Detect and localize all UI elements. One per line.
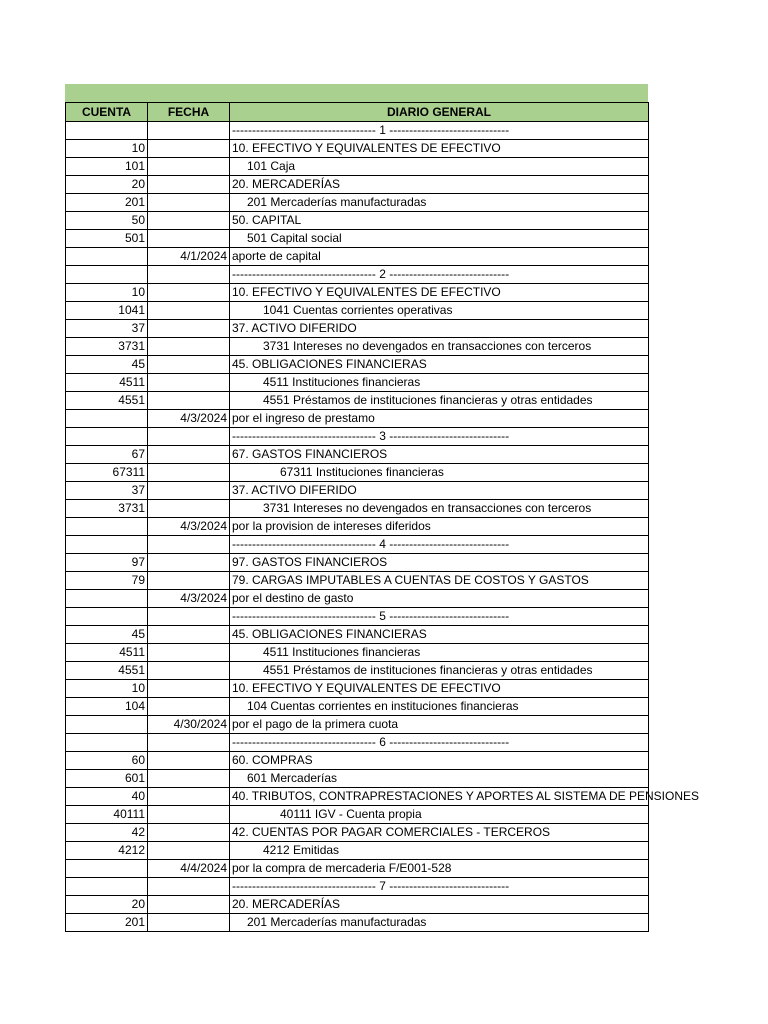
table-row bbox=[66, 896, 649, 914]
fecha-cell[interactable] bbox=[148, 212, 230, 230]
fecha-cell[interactable] bbox=[148, 266, 230, 284]
diario-cell[interactable] bbox=[230, 824, 649, 842]
diario-cell[interactable] bbox=[230, 572, 649, 590]
diario-text: 20. MERCADERÍAS bbox=[232, 897, 341, 911]
diario-cell[interactable] bbox=[230, 464, 649, 482]
diario-cell[interactable] bbox=[230, 284, 649, 302]
table-row bbox=[66, 590, 649, 608]
fecha-cell[interactable] bbox=[148, 428, 230, 446]
diario-text: 4511 Instituciones financieras bbox=[263, 645, 421, 659]
table-row bbox=[66, 680, 649, 698]
diario-cell[interactable] bbox=[230, 644, 649, 662]
fecha-cell[interactable] bbox=[148, 788, 230, 806]
diario-text: por el pago de la primera cuota bbox=[232, 717, 399, 731]
cuenta-cell[interactable]: 10 bbox=[66, 284, 148, 302]
diario-text: 4212 Emitidas bbox=[263, 843, 340, 857]
table-row bbox=[66, 356, 649, 374]
diario-cell[interactable] bbox=[230, 752, 649, 770]
diario-text: 10. EFECTIVO Y EQUIVALENTES DE EFECTIVO bbox=[232, 681, 501, 695]
diario-text: 20. MERCADERÍAS bbox=[232, 177, 341, 191]
cuenta-cell[interactable]: 50 bbox=[66, 212, 148, 230]
cuenta-cell[interactable]: 3731 bbox=[66, 500, 148, 518]
cuenta-cell[interactable]: 1041 bbox=[66, 302, 148, 320]
diario-cell[interactable] bbox=[230, 176, 649, 194]
cuenta-cell[interactable] bbox=[66, 734, 148, 752]
fecha-cell[interactable] bbox=[148, 698, 230, 716]
fecha-cell[interactable]: 4/3/2024 bbox=[148, 410, 230, 428]
cuenta-cell[interactable] bbox=[66, 410, 148, 428]
header-diario-general[interactable]: DIARIO GENERAL bbox=[230, 103, 649, 122]
diario-text: 37. ACTIVO DIFERIDO bbox=[232, 483, 357, 497]
diario-cell[interactable] bbox=[230, 446, 649, 464]
table-row bbox=[66, 752, 649, 770]
diario-cell[interactable] bbox=[230, 734, 649, 752]
fecha-cell[interactable] bbox=[148, 338, 230, 356]
cuenta-cell[interactable]: 101 bbox=[66, 158, 148, 176]
fecha-cell[interactable] bbox=[148, 662, 230, 680]
cuenta-cell[interactable] bbox=[66, 266, 148, 284]
cuenta-cell[interactable] bbox=[66, 590, 148, 608]
fecha-cell[interactable] bbox=[148, 608, 230, 626]
diario-text: ------------------------------------ 5 ------------------------------ bbox=[232, 609, 510, 623]
diario-text: 601 Mercaderías bbox=[247, 771, 338, 785]
diario-cell[interactable] bbox=[230, 698, 649, 716]
table-row bbox=[66, 248, 649, 266]
cuenta-cell[interactable] bbox=[66, 248, 148, 266]
fecha-cell[interactable] bbox=[148, 734, 230, 752]
cuenta-cell[interactable] bbox=[66, 878, 148, 896]
diario-cell[interactable] bbox=[230, 482, 649, 500]
fecha-cell[interactable] bbox=[148, 752, 230, 770]
diario-text: por el destino de gasto bbox=[232, 591, 354, 605]
diario-cell[interactable] bbox=[230, 140, 649, 158]
fecha-cell[interactable] bbox=[148, 374, 230, 392]
cuenta-cell[interactable]: 37 bbox=[66, 482, 148, 500]
cuenta-cell[interactable]: 60 bbox=[66, 752, 148, 770]
spreadsheet bbox=[65, 84, 700, 932]
fecha-cell[interactable]: 4/1/2024 bbox=[148, 248, 230, 266]
table-row bbox=[66, 608, 649, 626]
cuenta-cell[interactable]: 201 bbox=[66, 914, 148, 932]
diario-text: por el ingreso de prestamo bbox=[232, 411, 375, 425]
cuenta-cell[interactable]: 4551 bbox=[66, 392, 148, 410]
journal-rows bbox=[66, 122, 700, 932]
fecha-cell[interactable] bbox=[148, 482, 230, 500]
header-fecha[interactable]: FECHA bbox=[148, 103, 230, 122]
diario-text: por la provision de intereses diferidos bbox=[232, 519, 431, 533]
diario-text: 201 Mercaderías manufacturadas bbox=[247, 915, 427, 929]
diario-cell[interactable] bbox=[230, 716, 649, 734]
diario-text: 10. EFECTIVO Y EQUIVALENTES DE EFECTIVO bbox=[232, 141, 501, 155]
cuenta-cell[interactable]: 67 bbox=[66, 446, 148, 464]
cuenta-cell[interactable]: 79 bbox=[66, 572, 148, 590]
diario-cell[interactable] bbox=[230, 914, 649, 932]
cuenta-cell[interactable]: 4511 bbox=[66, 374, 148, 392]
cuenta-cell[interactable]: 4551 bbox=[66, 662, 148, 680]
fecha-cell[interactable] bbox=[148, 842, 230, 860]
title-band[interactable] bbox=[65, 84, 648, 102]
diario-cell[interactable] bbox=[230, 770, 649, 788]
table-row bbox=[66, 770, 649, 788]
fecha-cell[interactable] bbox=[148, 392, 230, 410]
table-row bbox=[66, 464, 649, 482]
cuenta-cell[interactable] bbox=[66, 608, 148, 626]
diario-cell[interactable] bbox=[230, 122, 649, 140]
fecha-cell[interactable] bbox=[148, 230, 230, 248]
cuenta-cell[interactable] bbox=[66, 716, 148, 734]
diario-text: 3731 Intereses no devengados en transacciones con terceros bbox=[263, 501, 592, 515]
table-row bbox=[66, 374, 649, 392]
diario-cell[interactable] bbox=[230, 158, 649, 176]
diario-cell[interactable] bbox=[230, 536, 649, 554]
fecha-cell[interactable] bbox=[148, 554, 230, 572]
diario-cell[interactable] bbox=[230, 194, 649, 212]
fecha-cell[interactable] bbox=[148, 302, 230, 320]
cuenta-cell[interactable]: 97 bbox=[66, 554, 148, 572]
table-row bbox=[66, 284, 649, 302]
table-row bbox=[66, 212, 649, 230]
fecha-cell[interactable]: 4/30/2024 bbox=[148, 716, 230, 734]
table-row bbox=[66, 302, 649, 320]
table-row bbox=[66, 914, 649, 932]
cuenta-cell[interactable] bbox=[66, 518, 148, 536]
table-row bbox=[66, 482, 649, 500]
fecha-cell[interactable] bbox=[148, 284, 230, 302]
table-row bbox=[66, 734, 649, 752]
diario-cell[interactable] bbox=[230, 500, 649, 518]
table-row bbox=[66, 428, 649, 446]
table-row bbox=[66, 662, 649, 680]
table-row bbox=[66, 698, 649, 716]
diario-cell[interactable] bbox=[230, 410, 649, 428]
fecha-cell[interactable] bbox=[148, 464, 230, 482]
cuenta-cell[interactable]: 3731 bbox=[66, 338, 148, 356]
table-row bbox=[66, 860, 649, 878]
table-row bbox=[66, 716, 649, 734]
diario-text: 45. OBLIGACIONES FINANCIERAS bbox=[232, 627, 427, 641]
diario-text: ------------------------------------ 7 ------------------------------ bbox=[232, 879, 510, 893]
table-row bbox=[66, 878, 649, 896]
cuenta-cell[interactable]: 40111 bbox=[66, 806, 148, 824]
diario-cell[interactable] bbox=[230, 212, 649, 230]
fecha-cell[interactable] bbox=[148, 806, 230, 824]
cuenta-cell[interactable] bbox=[66, 536, 148, 554]
table-row bbox=[66, 626, 649, 644]
fecha-cell[interactable] bbox=[148, 824, 230, 842]
diario-text: 67. GASTOS FINANCIEROS bbox=[232, 447, 388, 461]
cuenta-cell[interactable]: 501 bbox=[66, 230, 148, 248]
cuenta-cell[interactable]: 10 bbox=[66, 680, 148, 698]
diario-cell[interactable] bbox=[230, 860, 649, 878]
cuenta-cell[interactable]: 37 bbox=[66, 320, 148, 338]
fecha-cell[interactable] bbox=[148, 626, 230, 644]
fecha-cell[interactable]: 4/3/2024 bbox=[148, 590, 230, 608]
diario-text: 3731 Intereses no devengados en transacciones con terceros bbox=[263, 339, 592, 353]
diario-text: 37. ACTIVO DIFERIDO bbox=[232, 321, 357, 335]
diario-cell[interactable] bbox=[230, 626, 649, 644]
table-row bbox=[66, 140, 649, 158]
diario-cell[interactable] bbox=[230, 896, 649, 914]
diario-text: ------------------------------------ 4 ------------------------------ bbox=[232, 537, 510, 551]
table-row bbox=[66, 500, 649, 518]
diario-text: 4511 Instituciones financieras bbox=[263, 375, 421, 389]
diario-cell[interactable] bbox=[230, 320, 649, 338]
cuenta-cell[interactable]: 601 bbox=[66, 770, 148, 788]
diario-text: aporte de capital bbox=[232, 249, 321, 263]
table-row bbox=[66, 536, 649, 554]
diario-cell[interactable] bbox=[230, 230, 649, 248]
diario-cell[interactable] bbox=[230, 518, 649, 536]
diario-text: ------------------------------------ 1 ------------------------------ bbox=[232, 123, 510, 137]
diario-cell[interactable] bbox=[230, 374, 649, 392]
cuenta-cell[interactable]: 42 bbox=[66, 824, 148, 842]
diario-text: 10. EFECTIVO Y EQUIVALENTES DE EFECTIVO bbox=[232, 285, 501, 299]
diario-text: por la compra de mercaderia F/E001-528 bbox=[232, 861, 452, 875]
diario-cell[interactable] bbox=[230, 680, 649, 698]
diario-cell[interactable] bbox=[230, 356, 649, 374]
cuenta-cell[interactable]: 4511 bbox=[66, 644, 148, 662]
table-row bbox=[66, 392, 649, 410]
diario-text: 501 Capital social bbox=[247, 231, 342, 245]
cuenta-cell[interactable]: 201 bbox=[66, 194, 148, 212]
table-row bbox=[66, 446, 649, 464]
table-row bbox=[66, 338, 649, 356]
table-row bbox=[66, 554, 649, 572]
cuenta-cell[interactable]: 20 bbox=[66, 176, 148, 194]
diario-cell[interactable] bbox=[230, 788, 700, 806]
journal-table bbox=[65, 102, 700, 932]
diario-text: 101 Caja bbox=[247, 159, 296, 173]
diario-text: 79. CARGAS IMPUTABLES A CUENTAS DE COSTOS Y GASTOS bbox=[232, 573, 589, 587]
table-row bbox=[66, 644, 649, 662]
fecha-cell[interactable] bbox=[148, 140, 230, 158]
diario-text: 60. COMPRAS bbox=[232, 753, 313, 767]
diario-text: 4551 Préstamos de instituciones financieras y otras entidades bbox=[263, 663, 593, 677]
diario-text: 67311 Instituciones financieras bbox=[280, 465, 444, 479]
cuenta-cell[interactable]: 45 bbox=[66, 626, 148, 644]
fecha-cell[interactable] bbox=[148, 158, 230, 176]
diario-cell[interactable] bbox=[230, 590, 649, 608]
diario-text: 1041 Cuentas corrientes operativas bbox=[263, 303, 453, 317]
table-row bbox=[66, 230, 649, 248]
table-row bbox=[66, 266, 649, 284]
diario-text: 40111 IGV - Cuenta propia bbox=[280, 807, 422, 821]
fecha-cell[interactable] bbox=[148, 320, 230, 338]
fecha-cell[interactable] bbox=[148, 680, 230, 698]
table-row bbox=[66, 518, 649, 536]
diario-cell[interactable] bbox=[230, 392, 649, 410]
table-row bbox=[66, 788, 649, 806]
fecha-cell[interactable] bbox=[148, 500, 230, 518]
diario-cell[interactable] bbox=[230, 842, 649, 860]
table-row bbox=[66, 176, 649, 194]
cuenta-cell[interactable]: 40 bbox=[66, 788, 148, 806]
diario-text: ------------------------------------ 3 ------------------------------ bbox=[232, 429, 510, 443]
fecha-cell[interactable]: 4/4/2024 bbox=[148, 860, 230, 878]
diario-text: 45. OBLIGACIONES FINANCIERAS bbox=[232, 357, 427, 371]
diario-cell[interactable] bbox=[230, 266, 649, 284]
fecha-cell[interactable] bbox=[148, 122, 230, 140]
table-row bbox=[66, 824, 649, 842]
cuenta-cell[interactable]: 4212 bbox=[66, 842, 148, 860]
diario-cell[interactable] bbox=[230, 302, 649, 320]
table-row bbox=[66, 806, 649, 824]
diario-text: 4551 Préstamos de instituciones financieras y otras entidades bbox=[263, 393, 593, 407]
cuenta-cell[interactable] bbox=[66, 860, 148, 878]
table-row bbox=[66, 194, 649, 212]
fecha-cell[interactable] bbox=[148, 356, 230, 374]
diario-cell[interactable] bbox=[230, 806, 649, 824]
diario-cell[interactable] bbox=[230, 428, 649, 446]
cuenta-cell[interactable]: 104 bbox=[66, 698, 148, 716]
fecha-cell[interactable] bbox=[148, 536, 230, 554]
diario-text: ------------------------------------ 2 ------------------------------ bbox=[232, 267, 510, 281]
diario-cell[interactable] bbox=[230, 662, 649, 680]
diario-cell[interactable] bbox=[230, 554, 649, 572]
fecha-cell[interactable] bbox=[148, 446, 230, 464]
cuenta-cell[interactable]: 10 bbox=[66, 140, 148, 158]
diario-text: 201 Mercaderías manufacturadas bbox=[247, 195, 427, 209]
table-row bbox=[66, 572, 649, 590]
cuenta-cell[interactable]: 45 bbox=[66, 356, 148, 374]
diario-text: 104 Cuentas corrientes en instituciones financieras bbox=[247, 699, 519, 713]
table-row bbox=[66, 122, 649, 140]
table-row bbox=[66, 320, 649, 338]
table-row bbox=[66, 842, 649, 860]
cuenta-cell[interactable]: 20 bbox=[66, 896, 148, 914]
table-row bbox=[66, 410, 649, 428]
diario-cell[interactable] bbox=[230, 878, 649, 896]
fecha-cell[interactable] bbox=[148, 896, 230, 914]
fecha-cell[interactable] bbox=[148, 914, 230, 932]
cuenta-cell[interactable]: 67311 bbox=[66, 464, 148, 482]
table-row bbox=[66, 158, 649, 176]
cuenta-cell[interactable] bbox=[66, 122, 148, 140]
fecha-cell[interactable] bbox=[148, 176, 230, 194]
cuenta-cell[interactable] bbox=[66, 428, 148, 446]
diario-text: ------------------------------------ 6 ------------------------------ bbox=[232, 735, 510, 749]
diario-text: 42. CUENTAS POR PAGAR COMERCIALES - TERCEROS bbox=[232, 825, 551, 839]
diario-text: 40. TRIBUTOS, CONTRAPRESTACIONES Y APORTES AL SISTEMA DE PENSIONES bbox=[232, 789, 700, 803]
diario-text: 50. CAPITAL bbox=[232, 213, 302, 227]
diario-cell[interactable] bbox=[230, 338, 649, 356]
fecha-cell[interactable] bbox=[148, 644, 230, 662]
diario-cell[interactable] bbox=[230, 608, 649, 626]
fecha-cell[interactable] bbox=[148, 194, 230, 212]
header-cuenta[interactable]: CUENTA bbox=[66, 103, 148, 122]
header-row bbox=[66, 103, 649, 122]
fecha-cell[interactable] bbox=[148, 770, 230, 788]
fecha-cell[interactable] bbox=[148, 572, 230, 590]
fecha-cell[interactable] bbox=[148, 878, 230, 896]
fecha-cell[interactable]: 4/3/2024 bbox=[148, 518, 230, 536]
diario-cell[interactable] bbox=[230, 248, 649, 266]
diario-text: 97. GASTOS FINANCIEROS bbox=[232, 555, 388, 569]
